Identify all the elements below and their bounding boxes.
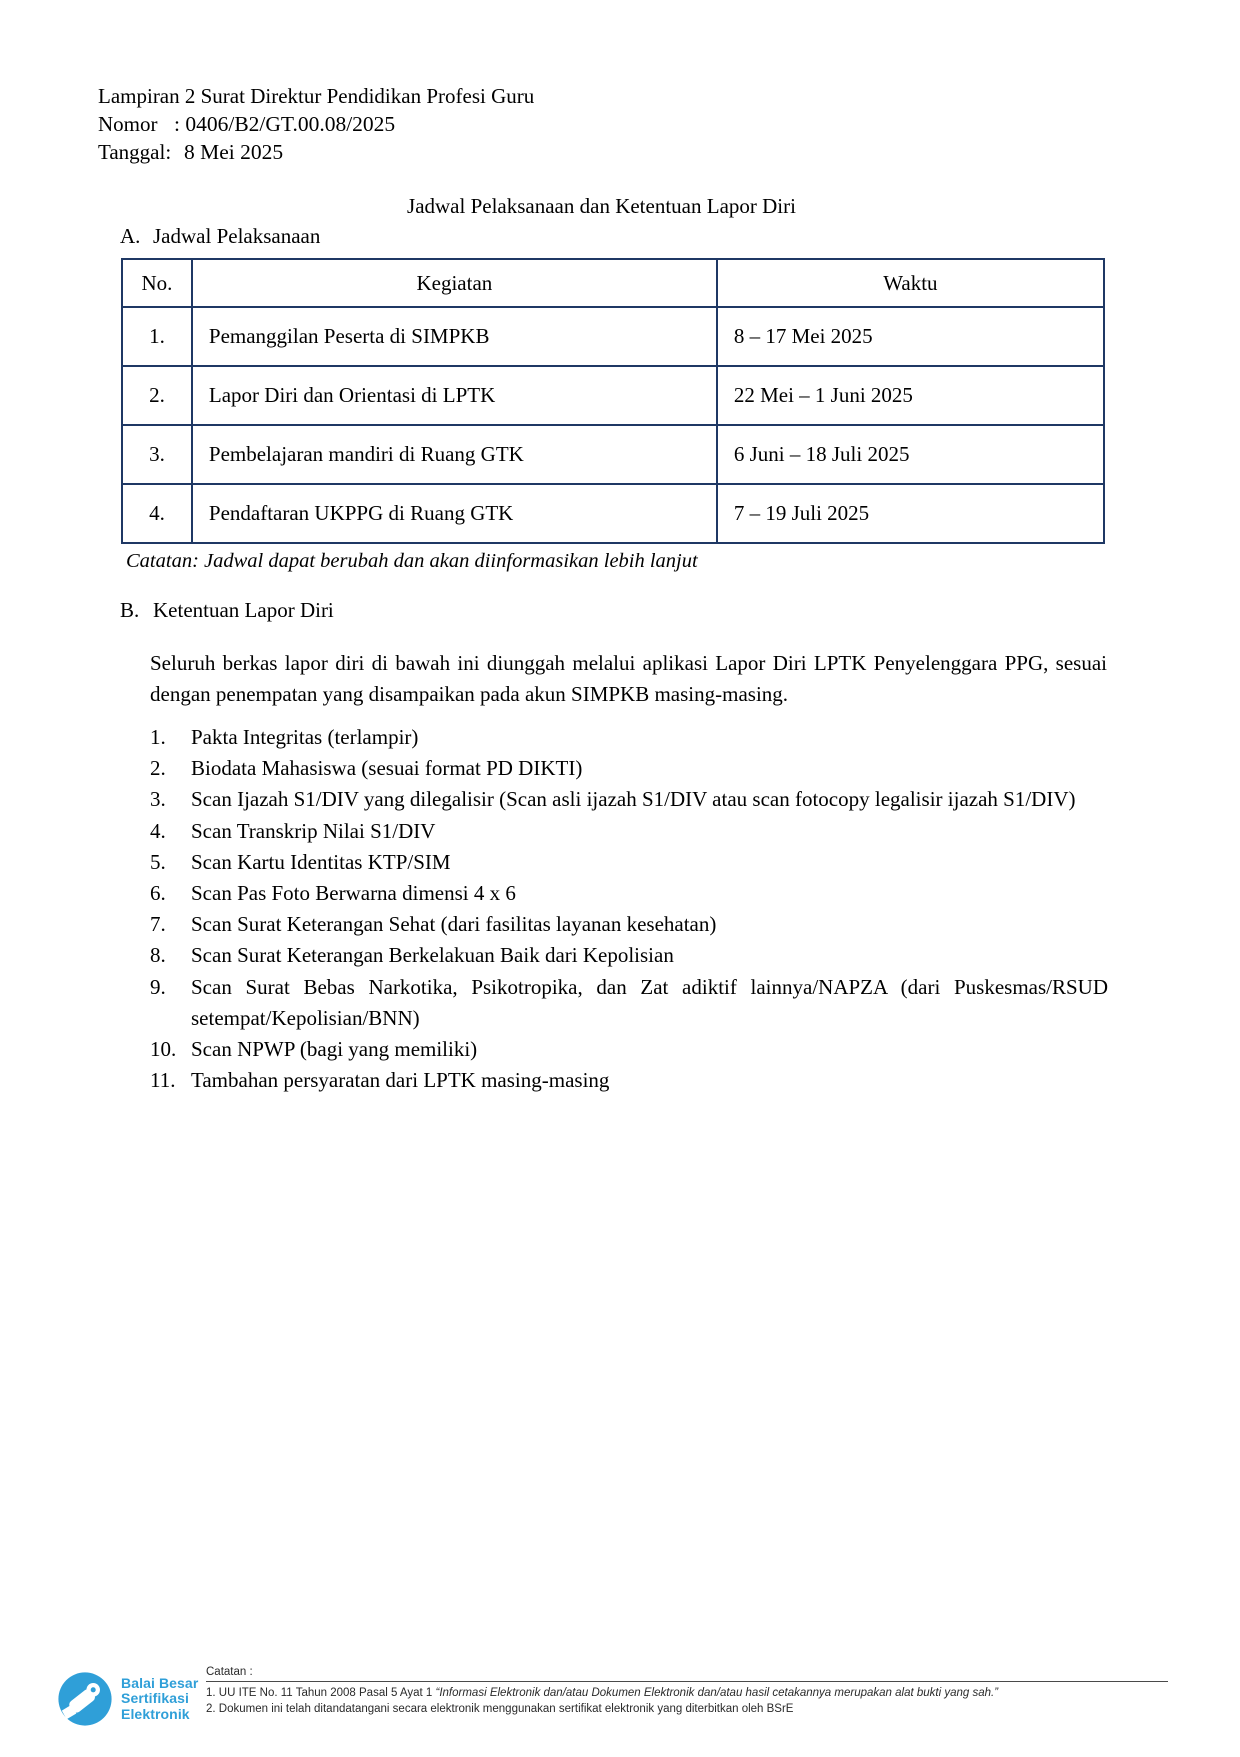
list-item [150,878,1108,909]
row-waktu: 6 Juni – 18 Juli 2025 [717,425,1104,484]
page-title: Jadwal Pelaksanaan dan Ketentuan Lapor Diri [407,194,796,218]
nomor-line [98,110,534,138]
bsre-logo [56,1670,202,1728]
list-item-text: Scan NPWP (bagi yang memiliki) [191,1037,478,1062]
footer-divider [206,1681,1168,1682]
letter-reference-block [98,82,534,166]
tanggal-value: 8 Mei 2025 [184,140,284,164]
list-item-text: Biodata Mahasiswa (sesuai format PD DIKTI) [191,756,583,781]
footer-note-1-prefix: 1. UU ITE No. 11 Tahun 2008 Pasal 5 Ayat 1 [206,1687,436,1699]
section-a-title: Jadwal Pelaksanaan [153,224,321,248]
row-waktu: 8 – 17 Mei 2025 [717,307,1104,366]
list-item [150,909,1108,940]
row-number: 3. [122,425,192,484]
row-number: 2. [122,366,192,425]
schedule-table [121,258,1105,544]
requirements-list [150,722,1108,1096]
table-row [122,366,1104,425]
list-item-number: 10. [150,1037,177,1062]
list-item-number: 5. [150,849,166,874]
list-item-text: Scan Surat Bebas Narkotika, Psikotropika, dan Zat adiktif lainnya/NAPZA (dari Puskesmas/RSUD setempat/Kepolisian/BNN) [191,974,1108,1030]
tanggal-line [98,138,534,166]
list-item-number: 6. [150,881,166,906]
esignature-footer [56,1660,1168,1728]
list-item [150,847,1108,878]
bsre-logo-line1: Balai Besar [121,1674,199,1691]
column-header-no: No. [122,259,192,307]
section-a-heading [120,224,320,249]
list-item-number: 4. [150,818,166,843]
list-item-text: Scan Kartu Identitas KTP/SIM [191,849,451,874]
section-b-heading [120,598,334,623]
footer-note-1 [206,1686,1168,1702]
list-item [150,816,1108,847]
table-row [122,484,1104,543]
table-row [122,307,1104,366]
bsre-logo-text [121,1676,198,1723]
table-header-row [122,259,1104,307]
list-item-number: 2. [150,756,166,781]
bsre-logo-line2: Sertifikasi [121,1690,190,1707]
list-item-text: Tambahan persyaratan dari LPTK masing-masing [191,1068,610,1093]
list-item-number: 8. [150,943,166,968]
bsre-logo-line3: Elektronik [121,1705,190,1722]
row-kegiatan: Pemanggilan Peserta di SIMPKB [192,307,717,366]
table-row [122,425,1104,484]
list-item-number: 11. [150,1068,176,1093]
list-item [150,753,1108,784]
list-item-text: Scan Ijazah S1/DIV yang dilegalisir (Scan asli ijazah S1/DIV atau scan fotocopy legalisir ijazah S1/DIV) [191,787,1076,812]
nomor-label: Nomor [98,112,158,136]
footer-catatan-label: Catatan : [206,1666,253,1678]
row-waktu: 22 Mei – 1 Juni 2025 [717,366,1104,425]
list-item [150,722,1108,753]
footer-notes [206,1666,1168,1717]
section-b-intro: Seluruh berkas lapor diri di bawah ini diunggah melalui aplikasi Lapor Diri LPTK Penyelenggara PPG, sesuai dengan penempatan yang disampaikan pada akun SIMPKB masing-masing. [150,651,1107,706]
list-item-text: Scan Transkrip Nilai S1/DIV [191,818,436,843]
table-note: Catatan: Jadwal dapat berubah dan akan diinformasikan lebih lanjut [126,550,698,572]
list-item-number: 7. [150,912,166,937]
row-number: 4. [122,484,192,543]
list-item-number: 9. [150,974,166,999]
section-b-title: Ketentuan Lapor Diri [153,598,334,622]
list-item-text: Scan Surat Keterangan Sehat (dari fasilitas layanan kesehatan) [191,912,717,937]
row-waktu: 7 – 19 Juli 2025 [717,484,1104,543]
list-item-number: 3. [150,787,166,812]
nomor-value: : 0406/B2/GT.00.08/2025 [174,112,396,136]
row-kegiatan: Lapor Diri dan Orientasi di LPTK [192,366,717,425]
list-item [150,1065,1108,1096]
list-item-text: Scan Pas Foto Berwarna dimensi 4 x 6 [191,881,516,906]
section-b-label: B. [120,598,140,622]
list-item [150,784,1108,815]
section-a-label: A. [120,224,141,248]
tanggal-label: Tanggal: [98,140,172,164]
footer-note-2: 2. Dokumen ini telah ditandatangani secara elektronik menggunakan sertifikat elektronik yang diterbitkan oleh BSrE [206,1702,794,1715]
row-number: 1. [122,307,192,366]
list-item [150,972,1108,1034]
column-header-kegiatan: Kegiatan [192,259,717,307]
list-item-number: 1. [150,725,166,749]
list-item-text: Scan Surat Keterangan Berkelakuan Baik dari Kepolisian [191,943,674,968]
footer-note-1-quote: “Informasi Elektronik dan/atau Dokumen Elektronik dan/atau hasil cetakannya merupakan alat bukti yang sah.” [435,1687,999,1699]
list-item-text: Pakta Integritas (terlampir) [191,725,419,749]
list-item [150,940,1108,971]
column-header-waktu: Waktu [717,259,1104,307]
bsre-logo-icon [56,1670,114,1728]
row-kegiatan: Pembelajaran mandiri di Ruang GTK [192,425,717,484]
row-kegiatan: Pendaftaran UKPPG di Ruang GTK [192,484,717,543]
lampiran-line: Lampiran 2 Surat Direktur Pendidikan Profesi Guru [98,84,535,108]
list-item [150,1034,1108,1065]
